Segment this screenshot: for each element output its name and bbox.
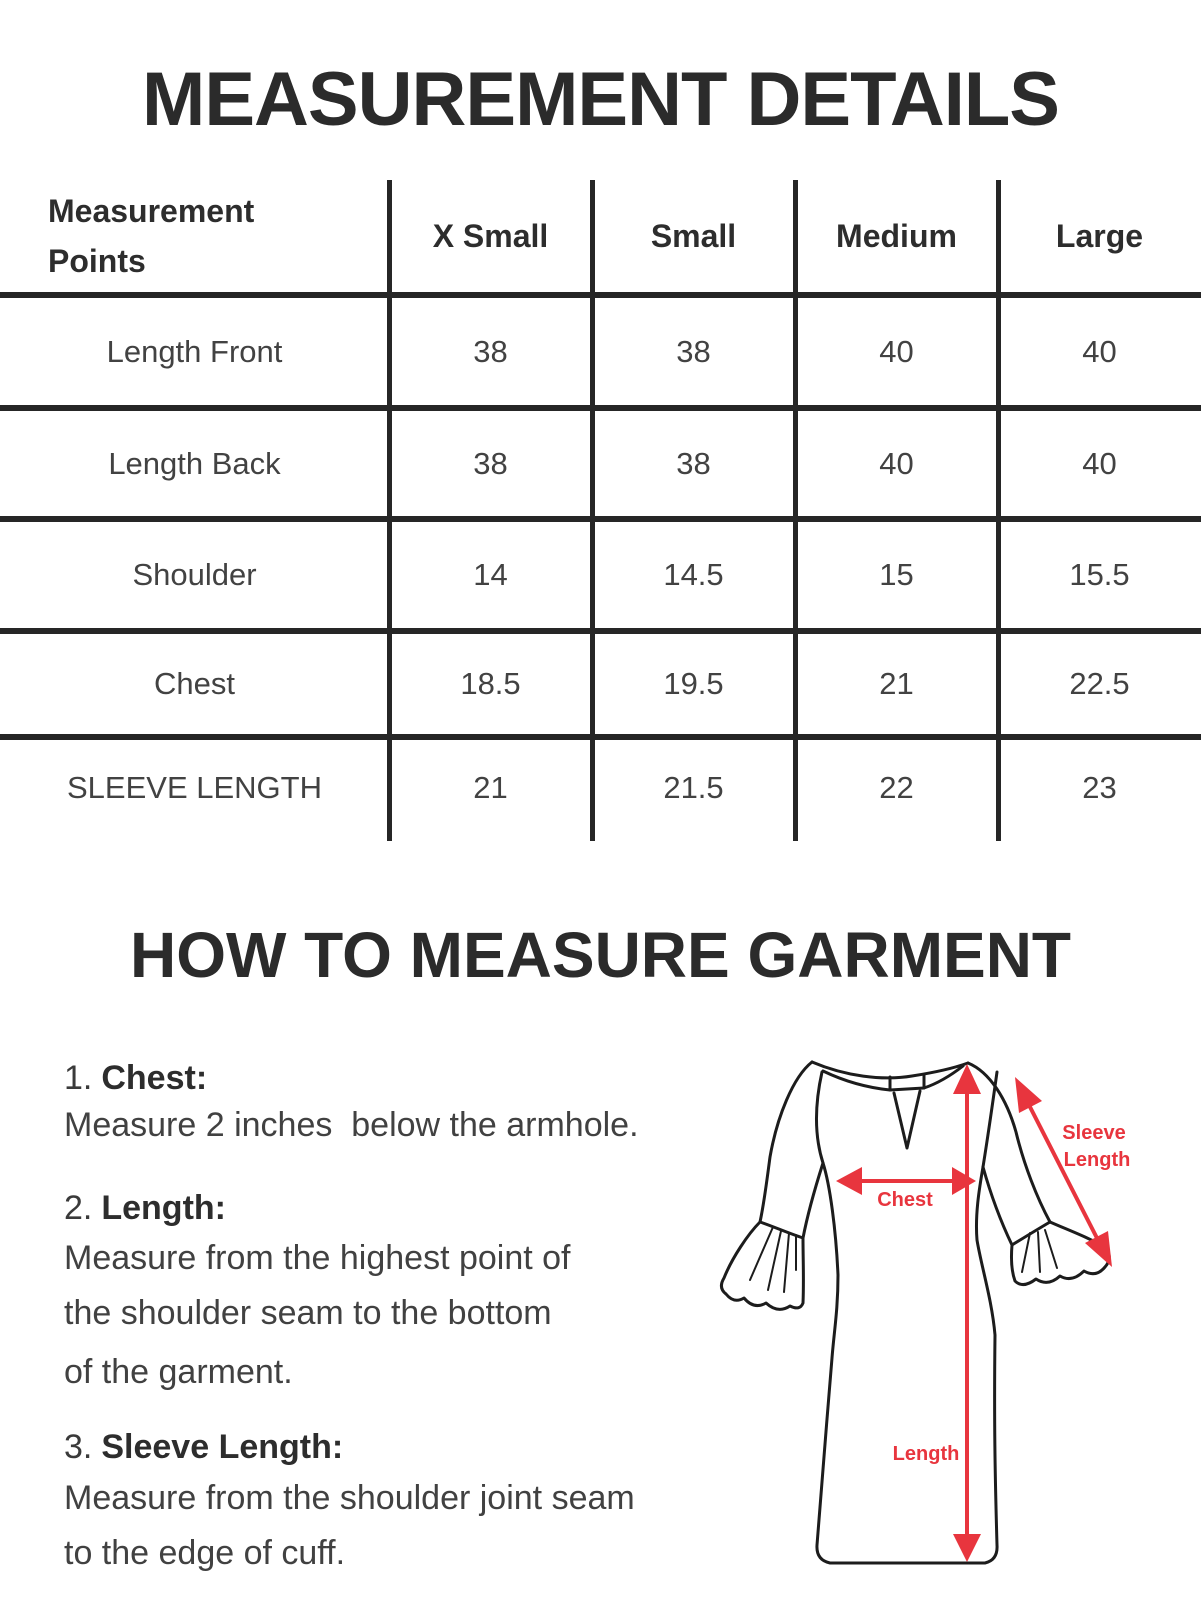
table-cell: 21.5 [663, 770, 724, 805]
table-cell: 38 [473, 333, 508, 369]
table-cell: 40 [879, 445, 914, 481]
table-cell: 14 [473, 557, 508, 592]
table-cell: 18.5 [460, 666, 521, 701]
table-cell: 15.5 [1069, 557, 1130, 592]
sleeve-arrowhead-up [1015, 1077, 1042, 1113]
instruction-line: Measure 2 inches below the armhole. [64, 1106, 639, 1144]
column-header-measurement-points [0, 180, 437, 292]
instruction-term: Sleeve Length: [101, 1428, 344, 1466]
column-header-medium: Medium [836, 217, 957, 254]
table-cell: 38 [676, 333, 711, 369]
table-cell: 38 [676, 445, 711, 481]
instruction-heading-chest [64, 1056, 207, 1100]
instruction-heading-length [64, 1186, 226, 1230]
instruction-line: of the garment. [64, 1353, 293, 1391]
sleeve-length-label: Sleeve [1062, 1122, 1126, 1144]
length-arrowhead-down [953, 1534, 981, 1562]
instruction-line: the shoulder seam to the bottom [64, 1294, 552, 1332]
table-cell: 23 [1082, 770, 1117, 805]
chest-arrowhead-right [952, 1167, 976, 1195]
table-cell: 38 [473, 445, 508, 481]
instruction-line: Measure from the highest point of [64, 1239, 571, 1277]
instruction-term: Length: [101, 1189, 226, 1227]
instruction-heading-sleeve-length [64, 1425, 343, 1469]
instruction-term: Chest: [101, 1059, 208, 1097]
sleeve-length-label: Length [1063, 1149, 1131, 1171]
dress-outline [721, 1062, 1109, 1563]
column-header-small: Small [650, 217, 737, 254]
table-cell: 14.5 [663, 557, 724, 592]
row-label-chest: Chest [154, 666, 235, 701]
row-label-length-front: Length Front [106, 333, 283, 369]
garment-diagram [660, 1020, 1201, 1601]
table-cell: 15 [879, 557, 914, 592]
column-header-x-small: X Small [432, 217, 549, 254]
section-title: HOW TO MEASURE GARMENT [129, 919, 1072, 991]
page-title: MEASUREMENT DETAILS [142, 57, 1059, 142]
table-cell: 19.5 [663, 666, 724, 701]
table-cell: 40 [1082, 445, 1117, 481]
row-label-shoulder: Shoulder [132, 557, 257, 592]
instruction-number: 2. [64, 1189, 93, 1227]
table-cell: 22.5 [1069, 666, 1130, 701]
table-cell: 40 [879, 333, 914, 369]
chest-label: Chest [877, 1189, 933, 1211]
length-label: Length [892, 1443, 960, 1465]
sleeve-arrowhead-down [1085, 1231, 1112, 1267]
column-header-large: Large [1055, 217, 1144, 254]
row-label-length-back: Length Back [108, 445, 281, 481]
row-label-sleeve-length: SLEEVE LENGTH [67, 770, 322, 805]
table-cell: 21 [879, 666, 914, 701]
instruction-line: to the edge of cuff. [64, 1534, 346, 1572]
column-header-label: Measurement Points [48, 193, 255, 279]
instruction-line: Measure from the shoulder joint seam [64, 1479, 635, 1517]
table-cell: 40 [1082, 333, 1117, 369]
arrow-labels [877, 1122, 1130, 1465]
chest-arrowhead-left [836, 1167, 862, 1195]
instruction-number: 3. [64, 1428, 93, 1466]
instruction-number: 1. [64, 1059, 93, 1097]
table-cell: 21 [473, 770, 508, 805]
table-cell: 22 [879, 770, 914, 805]
